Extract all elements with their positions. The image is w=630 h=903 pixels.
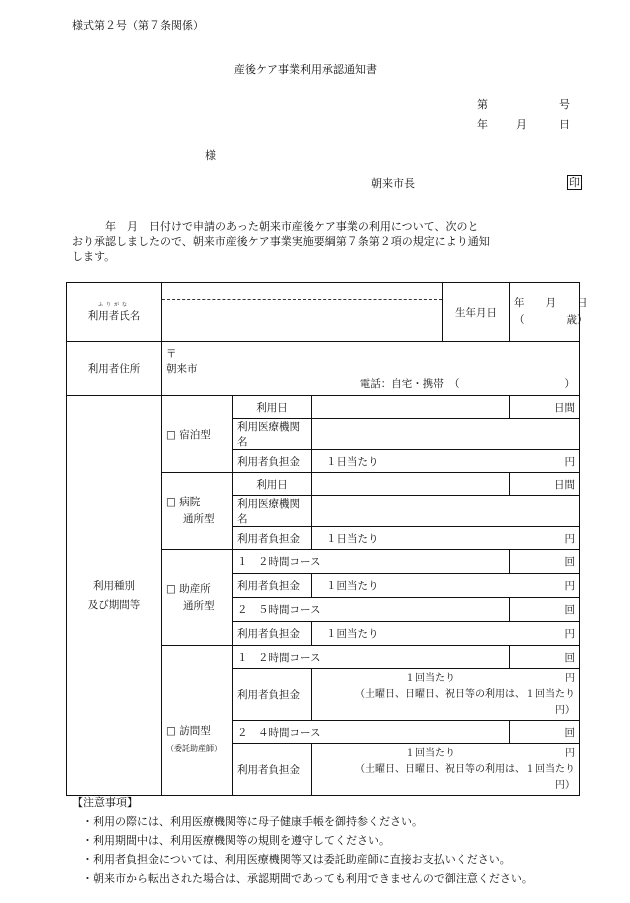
birth-age: （ 歳） (514, 314, 588, 326)
midwife-type-label-1: 助産所 (179, 582, 211, 595)
stay-type-option[interactable] (162, 396, 233, 473)
stay-days-label: 利用日 (233, 396, 312, 419)
birth-ymd: 年 月 日 (514, 297, 588, 309)
furigana-label: ふりがな (97, 302, 130, 308)
approval-table (66, 282, 588, 796)
hospital-burden-label: 利用者負担金 (233, 527, 312, 550)
hospital-days-field[interactable] (312, 473, 510, 496)
midwife-2h-burden-label: 利用者負担金 (233, 574, 312, 598)
date-month: 月 (516, 118, 527, 131)
visit-4h-burden-field[interactable] (312, 744, 580, 796)
name-label-cell (67, 283, 162, 342)
date-day: 日 (559, 118, 570, 131)
visit-course-4h: ２ ４時間コース (233, 721, 510, 744)
hospital-institution-field[interactable] (312, 496, 580, 527)
hospital-days-unit: 日間 (510, 473, 580, 496)
visit-2h-burden-field[interactable] (312, 669, 580, 721)
document-title: 産後ケア事業利用承認通知書 (234, 63, 377, 76)
checkbox-icon[interactable]: □ (166, 496, 176, 508)
visit-4h-holiday-yen: 円） (555, 779, 575, 791)
hospital-institution-label: 利用医療機関名 (233, 496, 312, 527)
body-line-1: 年 月 日付けで申請のあった朝来市産後ケア事業の利用について、次のと (72, 220, 479, 233)
visit-4h-holiday-note: （土曜日、日曜日、祝日等の利用は、１回当たり (355, 763, 575, 775)
date-year: 年 (477, 118, 488, 131)
visit-4h-times-unit[interactable]: 回 (510, 721, 580, 744)
visit-2h-burden-label: 利用者負担金 (233, 669, 312, 721)
stay-days-unit: 日間 (510, 396, 580, 419)
midwife-5h-yen: 円 (564, 628, 575, 640)
birth-field[interactable] (510, 283, 588, 342)
name-field[interactable] (162, 283, 443, 342)
form-number: 様式第２号（第７条関係） (72, 19, 204, 32)
body-line-3: します。 (72, 250, 116, 263)
note-item: ・朝来市から転出された場合は、承認期間であっても利用できませんので御注意ください。 (82, 872, 533, 885)
addressee-suffix: 様 (205, 149, 216, 162)
body-line-2: おり承認しましたので、朝来市産後ケア事業実施要綱第７条第２項の規定により通知 (72, 235, 490, 248)
midwife-type-option[interactable] (162, 550, 233, 646)
stay-institution-field[interactable] (312, 419, 580, 450)
stay-yen: 円 (564, 455, 575, 468)
hospital-type-label-1: 病院 (179, 496, 201, 508)
birth-label: 生年月日 (443, 283, 510, 342)
stay-days-field[interactable] (312, 396, 510, 419)
hospital-per-day: １日当たり (326, 532, 379, 545)
visit-4h-burden-label: 利用者負担金 (233, 744, 312, 796)
hospital-type-label-2: 通所型 (183, 513, 215, 525)
stay-type-label: 宿泊型 (179, 428, 211, 441)
stay-institution-label: 利用医療機関名 (233, 419, 312, 450)
midwife-2h-per-time: １回当たり (326, 580, 379, 592)
stay-burden-field[interactable] (312, 450, 580, 473)
midwife-type-label-2: 通所型 (183, 599, 215, 612)
type-label-1: 利用種別 (93, 579, 135, 592)
midwife-2h-times-unit[interactable]: 回 (510, 550, 580, 574)
stay-per-day: １日当たり (326, 455, 379, 468)
note-item: ・利用者負担金については、利用医療機関等又は委託助産師に直接お支払いください。 (82, 853, 511, 866)
name-label: 利用者氏名 (87, 310, 141, 322)
number-prefix: 第 (477, 98, 488, 111)
postal-mark: 〒 (166, 348, 177, 360)
type-label-cell (67, 396, 162, 796)
number-suffix: 号 (559, 98, 570, 111)
note-item: ・利用期間中は、利用医療機関等の規則を遵守してください。 (82, 834, 390, 847)
midwife-5h-per-time: １回当たり (326, 628, 379, 640)
visit-type-option[interactable] (162, 646, 233, 796)
issuer-name: 朝来市長 (371, 177, 415, 190)
note-item: ・利用の際には、利用医療機関等に母子健康手帳を御持参ください。 (82, 815, 423, 828)
visit-2h-yen: 円 (565, 672, 575, 684)
notes-section (72, 793, 533, 888)
visit-2h-holiday-note: （土曜日、日曜日、祝日等の利用は、１回当たり (355, 688, 575, 700)
hospital-type-option[interactable] (162, 473, 233, 550)
checkbox-icon[interactable]: □ (166, 428, 176, 441)
checkbox-icon[interactable]: □ (166, 724, 176, 737)
visit-2h-holiday-yen: 円） (555, 704, 575, 716)
midwife-2h-burden-field[interactable] (312, 574, 580, 598)
visit-4h-per-time: １回当たり (405, 747, 455, 759)
phone-line: 電話：自宅・携帯 （ ） (359, 378, 575, 390)
midwife-course-2h: １ ２時間コース (233, 550, 510, 574)
hospital-yen: 円 (564, 532, 575, 545)
visit-4h-yen: 円 (565, 747, 575, 759)
midwife-5h-burden-label: 利用者負担金 (233, 622, 312, 646)
midwife-5h-burden-field[interactable] (312, 622, 580, 646)
visit-type-label: 訪問型 (179, 724, 211, 737)
checkbox-icon[interactable]: □ (166, 582, 176, 595)
stay-burden-label: 利用者負担金 (233, 450, 312, 473)
visit-2h-times-unit[interactable]: 回 (510, 646, 580, 669)
hospital-burden-field[interactable] (312, 527, 580, 550)
visit-2h-per-time: １回当たり (405, 672, 455, 684)
seal-mark: 印 (569, 176, 580, 189)
address-field[interactable] (162, 342, 580, 396)
hospital-days-label: 利用日 (233, 473, 312, 496)
midwife-5h-times-unit[interactable]: 回 (510, 598, 580, 622)
address-label: 利用者住所 (67, 342, 162, 396)
notes-heading: 【注意事項】 (72, 796, 138, 809)
midwife-2h-yen: 円 (564, 580, 575, 592)
type-label-2: 及び期間等 (87, 598, 141, 611)
city-name: 朝来市 (166, 363, 198, 375)
visit-type-note: （委託助産師） (166, 743, 222, 753)
midwife-course-5h: ２ ５時間コース (233, 598, 510, 622)
visit-course-2h: １ ２時間コース (233, 646, 510, 669)
